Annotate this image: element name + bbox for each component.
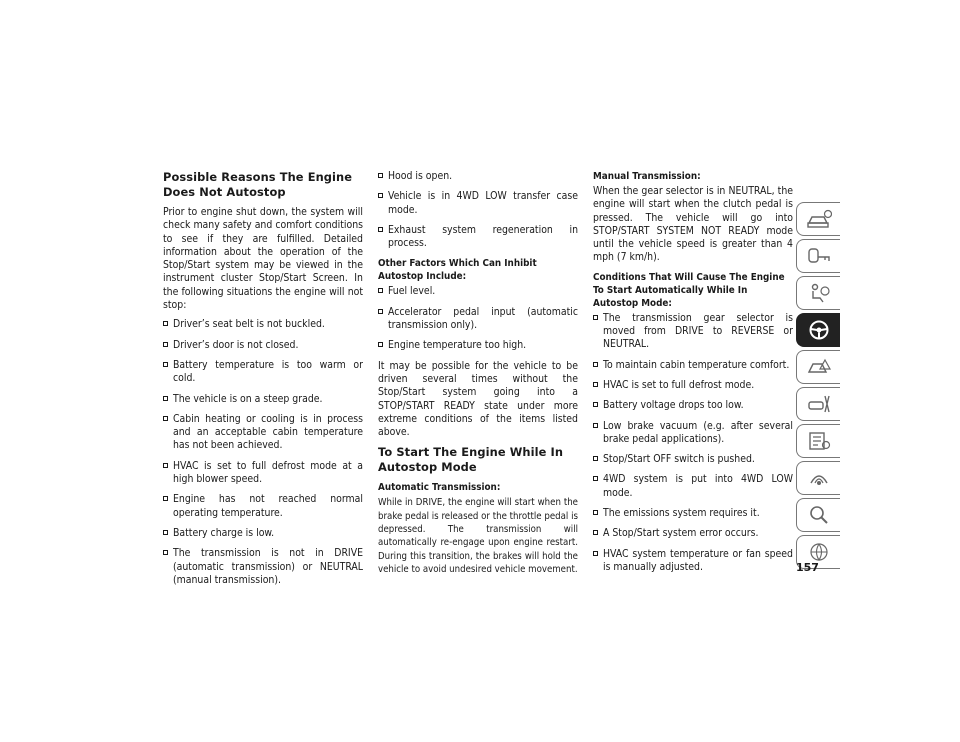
bullet-box-icon [163, 530, 168, 535]
intro-paragraph: Prior to engine shut down, the system will check many safety and comfort conditions to see if they are fulfilled. Detailed information about the operation of the Stop/Start system may be viewed in the instrument cluster Stop/Start Screen. In the following situations the engine will not stop: [163, 206, 363, 312]
list-item: Low brake vacuum (e.g. after several brake pedal applications). [593, 420, 793, 447]
bullet-box-icon [378, 193, 383, 198]
list-item: HVAC is set to full defrost mode at a high blower speed. [163, 460, 363, 487]
list-item: 4WD system is put into 4WD LOW mode. [593, 473, 793, 500]
list-item: HVAC system temperature or fan speed is manually adjusted. [593, 548, 793, 575]
steering-wheel-icon [806, 319, 832, 341]
bullet-box-icon [593, 456, 598, 461]
warning-lights-icon [806, 356, 832, 378]
list-item: Driver’s seat belt is not buckled. [163, 318, 363, 331]
bullet-box-icon [378, 309, 383, 314]
list-item: HVAC is set to full defrost mode. [593, 379, 793, 392]
airbag-seat-icon [806, 282, 832, 304]
list-item: Vehicle is in 4WD LOW transfer case mode. [378, 190, 578, 217]
no-stop-list-continued [378, 170, 578, 250]
list-item: Hood is open. [378, 170, 578, 183]
bullet-box-icon [163, 396, 168, 401]
list-item: Driver’s door is not closed. [163, 339, 363, 352]
tab-maintenance-schedule[interactable] [796, 424, 840, 458]
bullet-box-icon [593, 402, 598, 407]
bullet-box-icon [163, 463, 168, 468]
bullet-box-icon [593, 423, 598, 428]
column-3 [593, 170, 793, 581]
list-item: Fuel level. [378, 285, 578, 298]
list-item: The transmission gear selector is moved from DRIVE to REVERSE or NEUTRAL. [593, 312, 793, 352]
auto-start-conditions-list [593, 312, 793, 574]
maintenance-schedule-icon [806, 430, 832, 452]
car-info-icon [806, 208, 832, 230]
manual-transmission-text: When the gear selector is in NEUTRAL, the engine will start when the clutch pedal is pressed. The vehicle will go into STOP/START SYSTEM NOT READY mode until the vehicle speed is greater than 4 mph (7 km/h). [593, 185, 793, 264]
other-factors-label: Other Factors Which Can Inhibit Autostop Include: [378, 258, 537, 283]
bullet-box-icon [378, 342, 383, 347]
bullet-box-icon [163, 416, 168, 421]
chapter-tabs [796, 202, 842, 572]
list-item: The vehicle is on a steep grade. [163, 393, 363, 406]
tab-steering-wheel[interactable] [796, 313, 840, 347]
tab-search-index[interactable] [796, 498, 840, 532]
list-item: To maintain cabin temperature comfort. [593, 359, 793, 372]
column-1 [163, 170, 363, 594]
bullet-box-icon [378, 173, 383, 178]
bullet-box-icon [593, 530, 598, 535]
list-item: Accelerator pedal input (automatic transmission only). [378, 306, 578, 333]
bullet-box-icon [163, 496, 168, 501]
other-factors-list [378, 285, 578, 352]
bullet-box-icon [163, 321, 168, 326]
bullet-box-icon [593, 551, 598, 556]
bullet-box-icon [593, 510, 598, 515]
bullet-box-icon [593, 476, 598, 481]
conditions-label: Conditions That Will Cause The Engine To Start Automatically While In Autostop Mode: [593, 271, 785, 309]
automatic-transmission-label: Automatic Transmission: [378, 482, 501, 494]
tab-car-info[interactable] [796, 202, 840, 236]
bullet-box-icon [378, 288, 383, 293]
bullet-box-icon [593, 315, 598, 320]
list-item: Cabin heating or cooling is in process and an acceptable cabin temperature has not been achieved. [163, 413, 363, 453]
list-item: Engine temperature too high. [378, 339, 578, 352]
bullet-box-icon [163, 362, 168, 367]
automatic-transmission-text: While in DRIVE, the engine will start when the brake pedal is released or the throttle pedal is depressed. The transmission will automatically re-engage upon engine restart. During this transition, the brakes will hold the vehicle to avoid undesired vehicle movement. [378, 497, 578, 575]
page-number: 157 [796, 561, 819, 574]
bullet-box-icon [163, 342, 168, 347]
column-2 [378, 170, 578, 582]
list-item: A Stop/Start system error occurs. [593, 527, 793, 540]
list-item: The emissions system requires it. [593, 507, 793, 520]
list-item: The transmission is not in DRIVE (automatic transmission) or NEUTRAL (manual transmission). [163, 547, 363, 587]
search-index-icon [806, 504, 832, 526]
languages-icon [806, 541, 832, 563]
car-service-icon [806, 393, 832, 415]
list-item: Battery voltage drops too low. [593, 399, 793, 412]
keys-icon [806, 245, 832, 267]
tab-airbag-seat[interactable] [796, 276, 840, 310]
tab-car-service[interactable] [796, 387, 840, 421]
list-item: Exhaust system regeneration in process. [378, 224, 578, 251]
tab-keys[interactable] [796, 239, 840, 273]
list-item: Battery temperature is too warm or cold. [163, 359, 363, 386]
no-stop-list [163, 318, 363, 587]
list-item: Engine has not reached normal operating temperature. [163, 493, 363, 520]
section-heading-no-autostop: Possible Reasons The Engine Does Not Autostop [163, 170, 353, 199]
manual-transmission-label: Manual Transmission: [593, 171, 701, 182]
tab-multimedia[interactable] [796, 461, 840, 495]
bullet-box-icon [593, 382, 598, 387]
bullet-box-icon [378, 227, 383, 232]
list-item: Stop/Start OFF switch is pushed. [593, 453, 793, 466]
multimedia-icon [806, 467, 832, 489]
section-heading-start-engine: To Start The Engine While In Autostop Mode [378, 445, 564, 475]
list-item: Battery charge is low. [163, 527, 363, 540]
bullet-box-icon [163, 550, 168, 555]
bullet-box-icon [593, 362, 598, 367]
tab-warning-lights[interactable] [796, 350, 840, 384]
extreme-conditions-paragraph: It may be possible for the vehicle to be driven several times without the Stop/Start system going into a STOP/START READY state under more extreme conditions of the items listed above. [378, 359, 578, 439]
